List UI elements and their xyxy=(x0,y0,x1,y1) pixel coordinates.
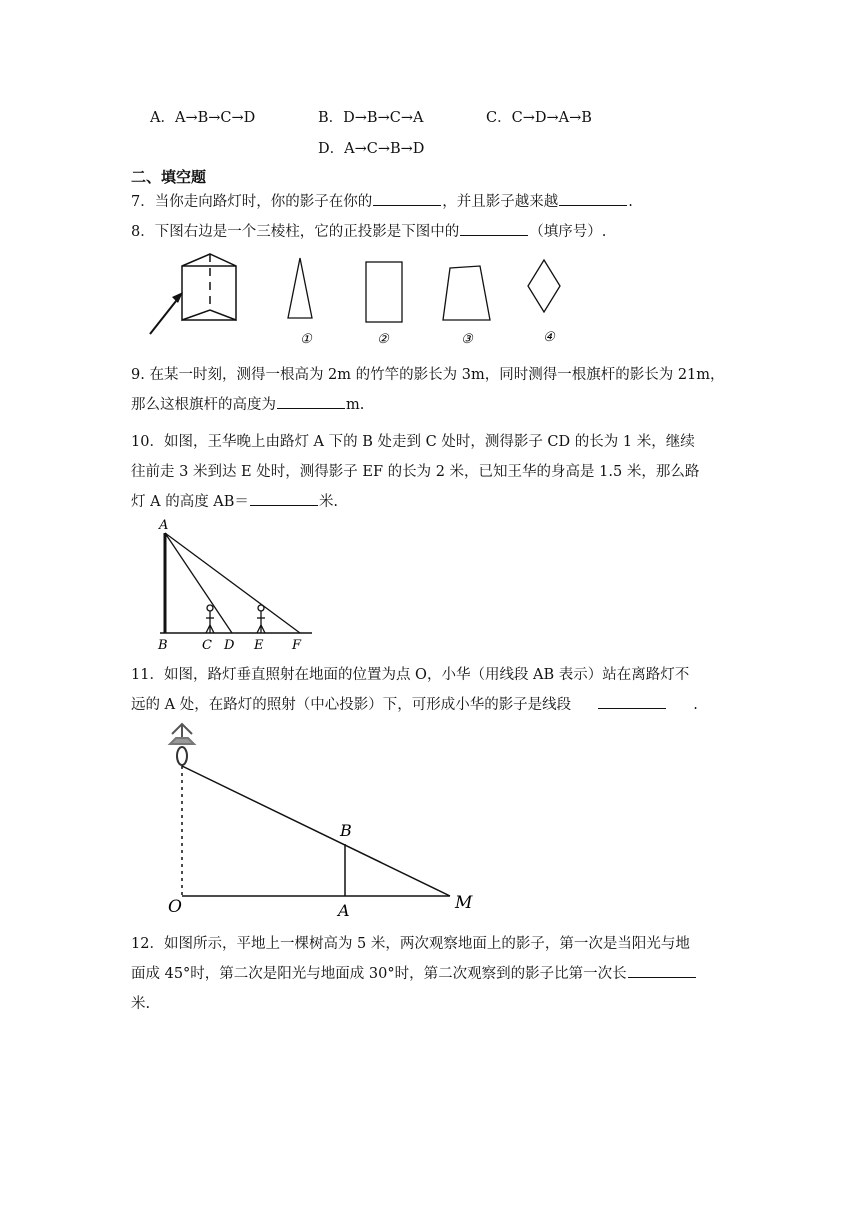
q11-blank[interactable] xyxy=(598,694,666,709)
point-label-e: E xyxy=(254,638,264,653)
option-c: C．C→D→A→B xyxy=(486,110,592,126)
question-8 xyxy=(131,220,606,241)
question-9-line-2 xyxy=(131,393,364,414)
q8-blank[interactable] xyxy=(460,221,528,236)
option-d: D．A→C→B→D xyxy=(318,141,425,157)
q9-blank[interactable] xyxy=(277,394,345,409)
q7-blank-1[interactable] xyxy=(373,191,441,206)
point-label-m: M xyxy=(455,893,473,913)
option-2-rectangle xyxy=(366,262,402,322)
point-label-c: C xyxy=(202,638,212,653)
figure-label-1: ① xyxy=(300,332,312,347)
q11-figure xyxy=(150,722,490,922)
section-heading: 二、填空题 xyxy=(131,168,207,186)
triangular-prism xyxy=(182,254,236,320)
question-12-line-2 xyxy=(131,962,697,983)
person-at-c-icon xyxy=(206,605,214,633)
q11-text-1: 远的 A 处，在路灯的照射（中心投影）下，可形成小华的影子是线段 xyxy=(131,697,572,713)
q8-figure xyxy=(140,248,580,348)
point-label-d: D xyxy=(224,638,235,653)
q7-blank-2[interactable] xyxy=(559,191,627,206)
q10-text-1: 灯 A 的高度 AB＝ xyxy=(131,494,249,510)
point-label-a: A xyxy=(159,518,169,533)
q7-text-1: 7．当你走向路灯时，你的影子在你的 xyxy=(131,194,373,210)
q7-text-2: ，并且影子越来越 xyxy=(442,194,559,210)
ray-to-f xyxy=(165,533,300,633)
option-b: B．D→B→C→A xyxy=(318,110,424,126)
question-9-line-1: 9. 在某一时刻，测得一根高为 2m 的竹竿的影长为 3m，同时测得一根旗杆的影长为 21m， xyxy=(131,367,725,383)
q11-text-2: . xyxy=(693,697,698,713)
q10-figure xyxy=(150,515,320,655)
point-label-f: F xyxy=(292,638,302,653)
question-12-line-3: 米. xyxy=(131,996,151,1012)
question-11-line-1: 11．如图，路灯垂直照射在地面的位置为点 O，小华（用线段 AB 表示）站在离路灯不 xyxy=(131,667,690,683)
option-1-triangle xyxy=(288,258,312,318)
question-7 xyxy=(131,190,633,211)
arrow-line xyxy=(150,296,180,334)
option-a: A．A→B→C→D xyxy=(150,110,256,126)
point-label-o: O xyxy=(168,897,182,917)
light-ray xyxy=(182,766,450,896)
q8-text-1: 8．下图右边是一个三棱柱，它的正投影是下图中的 xyxy=(131,224,460,240)
q9-text-2: m. xyxy=(346,397,365,413)
person-at-e-icon xyxy=(257,605,265,633)
ray-to-d xyxy=(165,533,232,633)
figure-label-3: ③ xyxy=(461,332,473,347)
question-10-line-3 xyxy=(131,490,338,511)
point-label-b: B xyxy=(340,821,352,840)
figure-label-4: ④ xyxy=(543,330,555,345)
point-label-b: B xyxy=(158,638,168,653)
option-3-trapezoid xyxy=(443,266,490,320)
q12-blank[interactable] xyxy=(628,963,696,978)
point-label-a: A xyxy=(338,901,350,920)
figure-label-2: ② xyxy=(377,332,389,347)
q9-text-1: 那么这根旗杆的高度为 xyxy=(131,397,276,413)
option-4-rhombus xyxy=(528,260,560,312)
question-10-line-1: 10．如图，王华晚上由路灯 A 下的 B 处走到 C 处时，测得影子 CD 的长为 1 米，继续 xyxy=(131,434,695,450)
q10-text-2: 米. xyxy=(318,494,339,510)
street-lamp-icon xyxy=(170,724,194,765)
q7-text-3: . xyxy=(628,194,633,210)
q10-blank[interactable] xyxy=(250,491,318,506)
question-11-line-2 xyxy=(131,693,698,714)
q12-text-1: 面成 45°时，第二次是阳光与地面成 30°时，第二次观察到的影子比第一次长 xyxy=(131,966,627,982)
q8-text-2: （填序号）. xyxy=(529,224,607,240)
question-12-line-1: 12．如图所示，平地上一棵树高为 5 米，两次观察地面上的影子，第一次是当阳光与地 xyxy=(131,936,690,952)
question-10-line-2: 往前走 3 米到达 E 处时，测得影子 EF 的长为 2 米，已知王华的身高是 1.5 米，那么路 xyxy=(131,464,700,480)
